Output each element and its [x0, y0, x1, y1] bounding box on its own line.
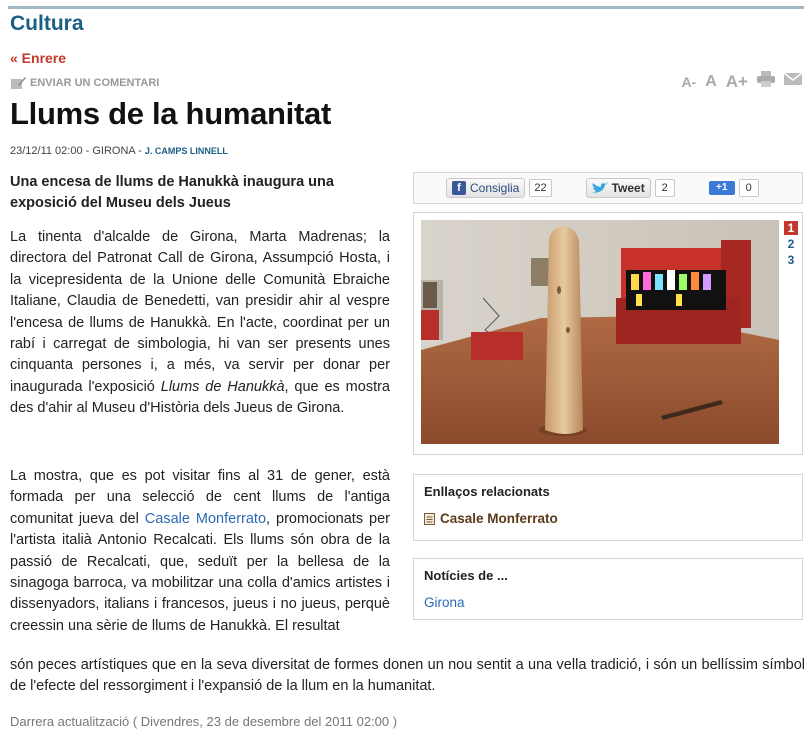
news-of-box — [413, 558, 803, 620]
comment-icon — [10, 76, 26, 90]
google-plus-share[interactable] — [709, 179, 759, 197]
article-lead: Una encesa de llums de Hanukkà inaugura una exposició del Museu dels Jueus — [10, 174, 334, 211]
section-title: Cultura — [10, 12, 84, 35]
article-paragraph-2-continued: són peces artístiques que en la seva diversitat de formes donen un nou sentit a una vella tradició, i són un bellíssim símbol de l'efecte del ressorgiment i l'expansió de la llum en la humanitat. — [10, 657, 805, 695]
gallery-page-3[interactable]: 3 — [787, 253, 795, 267]
twitter-icon — [592, 182, 608, 194]
news-of-heading: Notícies de ... — [424, 568, 508, 583]
article-paragraph-2: La mostra, que es pot visitar fins al 31 de gener, està formada per una selecció de cent llums de l'antiga comunitat jueva del Casale Monferrato, promocionats per l'artista italià Antonio Recalcati. Els llums són obra de la passió de Recalcati, que, seduït per la bellesa de la sinagoga barroca, va mobilitzar una colla d'amics artistes i dissenyadors, italians i francesos, jueus i no jueus, perquè creessin una sèrie de llums de Hanukkà. El resultat — [10, 468, 391, 634]
article-tools — [681, 71, 802, 92]
exhibition-name: Llums de Hanukkà — [160, 378, 285, 395]
facebook-count: 22 — [529, 179, 551, 197]
article-date-place: 23/12/11 02:00 - GIRONA - — [10, 145, 145, 157]
facebook-button[interactable] — [446, 178, 525, 198]
related-link-label: Casale Monferrato — [440, 511, 558, 526]
text-smaller-icon[interactable]: A- — [681, 73, 697, 90]
article-author[interactable]: J. CAMPS LINNELL — [144, 146, 228, 156]
gallery-page-1[interactable]: 1 — [784, 221, 798, 235]
text-larger-icon[interactable]: A+ — [725, 71, 748, 91]
photo-gallery — [413, 212, 803, 455]
email-icon[interactable] — [784, 72, 802, 91]
text-normal-icon[interactable]: A — [705, 72, 717, 90]
send-comment-label: ENVIAR UN COMENTARI — [30, 77, 160, 89]
related-links-box — [413, 474, 803, 541]
gallery-pager — [784, 221, 798, 267]
back-link[interactable]: « Enrere — [10, 50, 67, 66]
twitter-count: 2 — [655, 179, 675, 197]
related-links-heading: Enllaços relacionats — [424, 484, 550, 499]
last-updated: Darrera actualització ( Divendres, 23 de desembre del 2011 02:00 ) — [10, 714, 398, 729]
gallery-page-2[interactable]: 2 — [787, 237, 795, 251]
twitter-share[interactable] — [586, 178, 675, 198]
share-bar — [413, 172, 803, 204]
article-title: Llums de la humanitat — [10, 96, 331, 131]
google-plus-icon[interactable]: +1 — [709, 181, 735, 195]
news-link-girona[interactable]: Girona — [424, 595, 465, 610]
top-divider — [8, 6, 804, 9]
article-paragraph-1: La tinenta d'alcalde de Girona, Marta Madrenas; la directora del Patronat Call de Girona, Assumpció Hosta, i la vicepresidenta de la Unione delle Comunità Ebraiche Italiane, Claudia de Benedetti, van presidir ahir al vespre l'encesa de llums de Hanukkà. En l'acte, coordinat per un rabí i carregat de simbologia, hi van ser presents unes cinquanta persones i, a més, va servir per donar per inaugurada l'exposició Llums de Hanukkà, que es mostra des d'ahir al Museu d'Història dels Jueus de Girona. — [10, 229, 390, 417]
send-comment-link[interactable] — [10, 76, 159, 90]
document-icon — [424, 513, 435, 525]
casale-monferrato-inline-link[interactable]: Casale Monferrato — [144, 510, 267, 527]
tweet-label: Tweet — [611, 181, 645, 195]
related-link-casale-monferrato[interactable] — [424, 511, 558, 526]
facebook-share[interactable] — [446, 178, 552, 198]
exhibition-photo[interactable] — [421, 220, 779, 444]
facebook-icon: f — [452, 181, 466, 195]
print-icon[interactable] — [757, 71, 775, 92]
tweet-button[interactable] — [586, 178, 651, 198]
facebook-label: Consiglia — [470, 181, 520, 195]
google-plus-count: 0 — [739, 179, 759, 197]
article-byline — [10, 145, 228, 157]
